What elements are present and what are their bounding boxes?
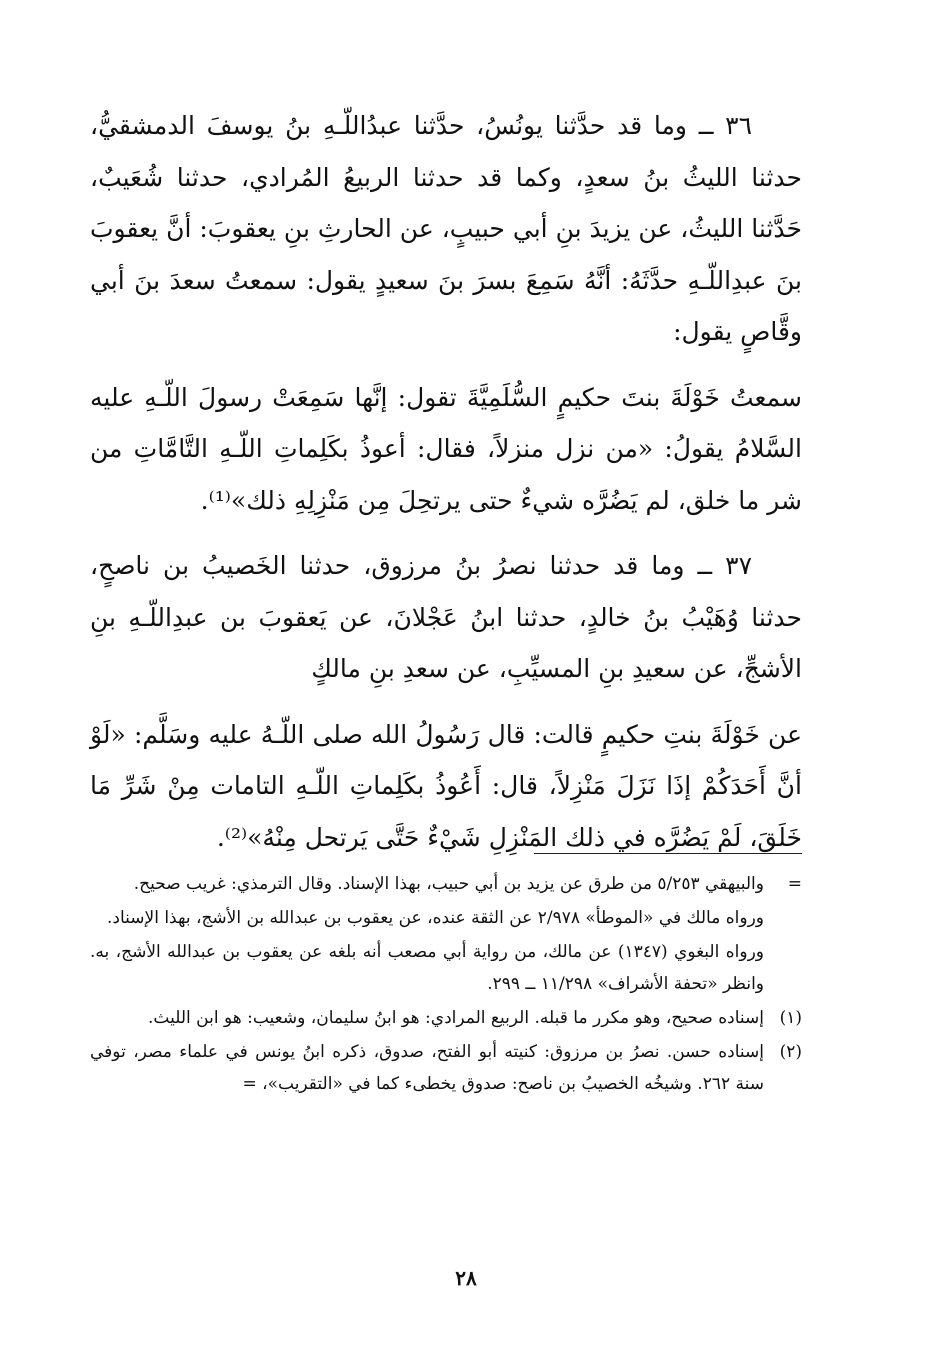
footnote-2 (90, 1036, 802, 1100)
footnote-text: ورواه البغوي (١٣٤٧) عن مالك، من رواية أبي مصعب أنه بلغه عن يعقوب بن عبدالله الأشج، به. وانظر «تحفة الأشراف» ١١/٢٩٨ ــ ٢٩٩. (90, 942, 764, 994)
footnote-separator (534, 853, 802, 854)
footnote-text: والبيهقي ٥/٢٥٣ من طرق عن يزيد بن أبي حبيب، بهذا الإسناد. وقال الترمذي: غريب صحيح. (133, 874, 764, 894)
hadith-36-text: سمعتُ خَوْلَةَ بنتَ حكيمٍ السُّلَمِيَّةَ تقول: إنَّها سَمِعَتْ رسولَ اللّـهِ عليه السَّلامُ يقولُ: «من نزل منزلاً، فقال: أعوذُ بكَلِماتِ اللّـهِ التَّامَّاتِ من شر ما خلق، لم يَضُرَّه شيءٌ حتى يرتحِلَ مِن مَنْزِلِهِ ذلك»⁽¹⁾. (90, 382, 802, 515)
footnote-text: إسناده صحيح، وهو مكرر ما قبله. الربيع المرادي: هو ابنُ سليمان، وشعيب: هو ابن الليث. (148, 1008, 764, 1028)
footnote-marker: (١) (779, 1008, 802, 1028)
footnote-marker: (٢) (779, 1042, 802, 1062)
footnote-continued (90, 868, 802, 900)
footnote-text: ورواه مالك في «الموطأ» ٢/٩٧٨ عن الثقة عنده، عن يعقوب بن عبدالله بن الأشج، بهذا الإسناد. (106, 908, 764, 928)
footnote-baghawi (90, 936, 802, 1000)
hadith-37-paragraph: ٣٧ ــ وما قد حدثنا نصرُ بنُ مرزوق، حدثنا الخَصيبُ بن ناصحٍ، حدثنا وُهَيْبُ بنُ خالدٍ، حدثنا ابنُ عَجْلانَ، عن يَعقوبَ بن عبدِاللّـهِ بنِ الأشجِّ، عن سعيدِ بنِ المسيِّبِ، عن سعدِ بنِ مالكٍ (90, 551, 802, 683)
footnotes (90, 868, 802, 1102)
footnote-text: إسناده حسن. نصرُ بن مرزوق: كنيته أبو الفتح، صدوق، ذكره ابنُ يونس في علماء مصر، توفي سنة ٢٦٢. وشيخُه الخصيبُ بن ناصح: صدوق يخطىء كما في «التقريب»، = (90, 1042, 764, 1094)
main-text (90, 100, 802, 877)
footnote-marker: = (787, 874, 802, 894)
page-number: ٢٨ (455, 1266, 477, 1290)
footnote-1 (90, 1002, 802, 1034)
footnote-marker (764, 902, 802, 934)
footnote-malik (90, 902, 802, 934)
hadith-37-text: عن خَوْلَةَ بنتِ حكيمٍ قالت: قال رَسُولُ الله صلى اللّـهُ عليه وسَلَّم: «لَوْ أنَّ أَحَدَكُمْ إذَا نَزَلَ مَنْزِلاً، قال: أَعُوذُ بكَلِماتِ اللّـهِ التامات مِنْ شَرِّ مَا خَلَقَ، لَمْ يَضُرَّه في ذلك المَنْزِلِ شَيْءٌ حَتَّى يَرتحل مِنْهُ»⁽²⁾. (90, 719, 802, 852)
footnote-marker (764, 936, 802, 1000)
hadith-36-paragraph: ٣٦ ــ وما قد حدَّثنا يونُسُ، حدَّثنا عبدُاللّـهِ بنُ يوسفَ الدمشقيُّ، حدثنا الليثُ بنُ سعدٍ، وكما قد حدثنا الربيعُ المُرادي، حدثنا شُعَيبٌ، حَدَّثنا الليثُ، عن يزيدَ بنِ أبي حبيبٍ، عن الحارثِ بنِ يعقوبَ: أنَّ يعقوبَ بنَ عبدِاللّـهِ حدَّثَهُ: أنَّهُ سَمِعَ بسرَ بنَ سعيدٍ يقول: سمعتُ سعدَ بنَ أبي وقَّاصٍ يقول: (90, 111, 802, 346)
